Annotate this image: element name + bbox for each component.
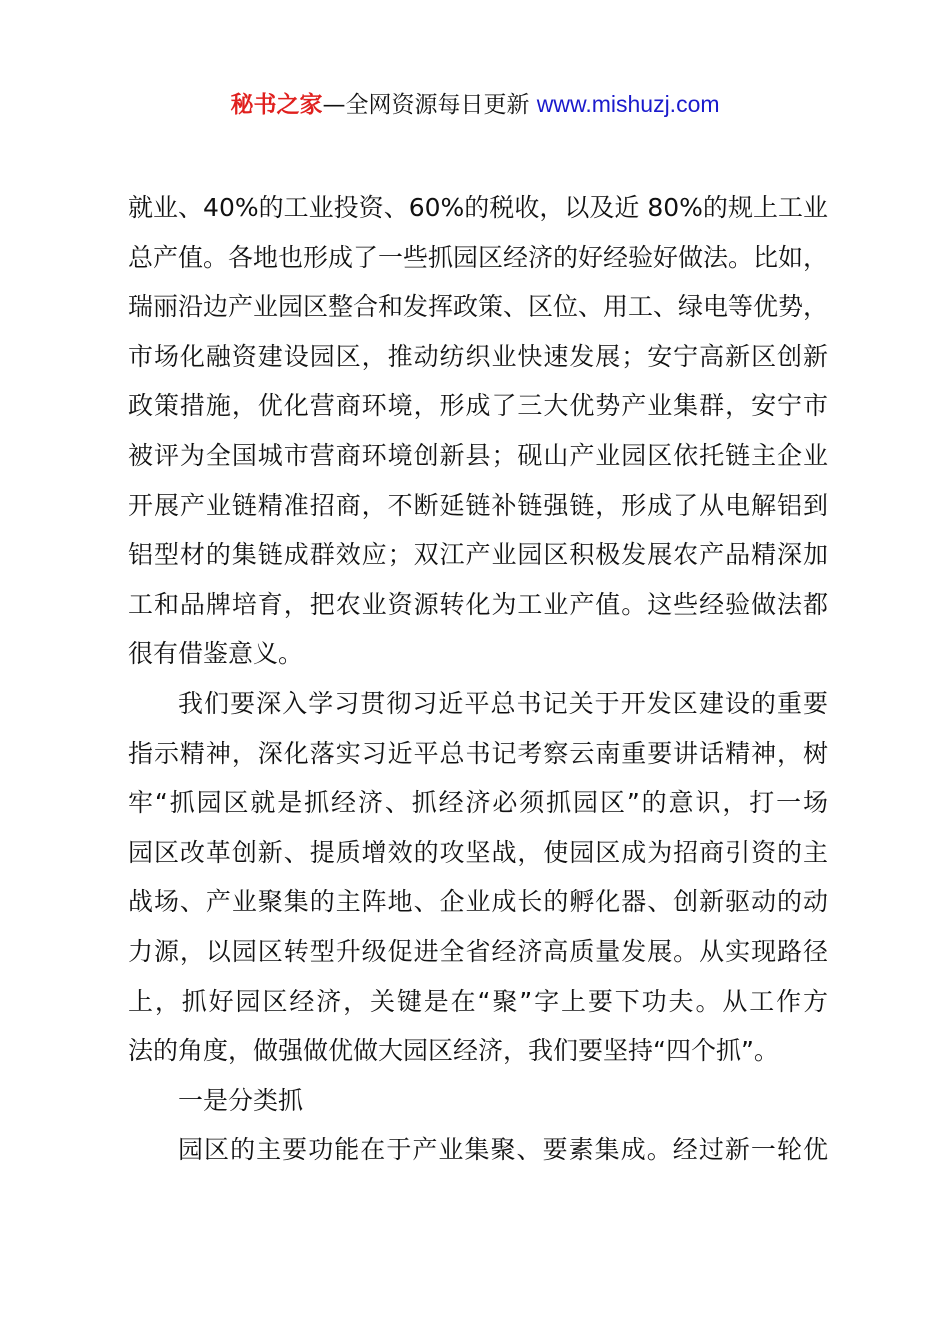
brand-name: 秘书之家: [230, 92, 323, 118]
paragraph-start-line: 我们要深入学习贯彻习近平总书记关于开发区建设的重要: [178, 688, 828, 718]
site-header: [0, 86, 950, 123]
paragraph-start-line: 园区的主要功能在于产业集聚、要素集成。经过新一轮优: [178, 1135, 828, 1165]
text-line: 就业、40%的工业投资、60%的税收，以及近 80%的规上工业: [128, 193, 828, 222]
text-line: 开展产业链精准招商，不断延链补链强链，形成了从电解铝到: [128, 490, 828, 520]
site-url[interactable]: www.mishuzj.com: [536, 91, 720, 117]
text-line: 被评为全国城市营商环境创新县；砚山产业园区依托链主企业: [128, 440, 828, 470]
text-line: 战场、产业聚集的主阵地、企业成长的孵化器、创新驱动的动: [128, 887, 828, 917]
text-line: 政策措施，优化营商环境，形成了三大优势产业集群，安宁市: [128, 391, 828, 421]
text-line: 工和品牌培育，把农业资源转化为工业产值。这些经验做法都: [128, 589, 828, 619]
text-line: 园区改革创新、提质增效的攻坚战，使园区成为招商引资的主: [128, 837, 828, 867]
text-line: 上，抓好园区经济，关键是在“聚”字上要下功夫。从工作方: [128, 986, 828, 1016]
text-line: 铝型材的集链成群效应；双江产业园区积极发展农产品精深加: [128, 540, 828, 570]
text-line: 很有借鉴意义。: [128, 639, 304, 669]
text-line: 力源，以园区转型升级促进全省经济高质量发展。从实现路径: [128, 936, 828, 966]
document-body: [128, 183, 828, 1175]
text-line: 市场化融资建设园区，推动纺织业快速发展；安宁高新区创新: [128, 341, 828, 371]
text-line: 指示精神，深化落实习近平总书记考察云南重要讲话精神，树: [128, 738, 828, 768]
text-line: 法的角度，做强做优做大园区经济，我们要坚持“四个抓”。: [128, 1036, 779, 1066]
section-heading: 一是分类抓: [178, 1085, 304, 1115]
text-line: 牢“抓园区就是抓经济、抓经济必须抓园区”的意识，打一场: [128, 788, 828, 818]
text-line: 瑞丽沿边产业园区整合和发挥政策、区位、用工、绿电等优势，: [128, 292, 829, 322]
text-line: 总产值。各地也形成了一些抓园区经济的好经验好做法。比如，: [128, 242, 829, 272]
header-tagline: —全网资源每日更新: [322, 92, 537, 118]
